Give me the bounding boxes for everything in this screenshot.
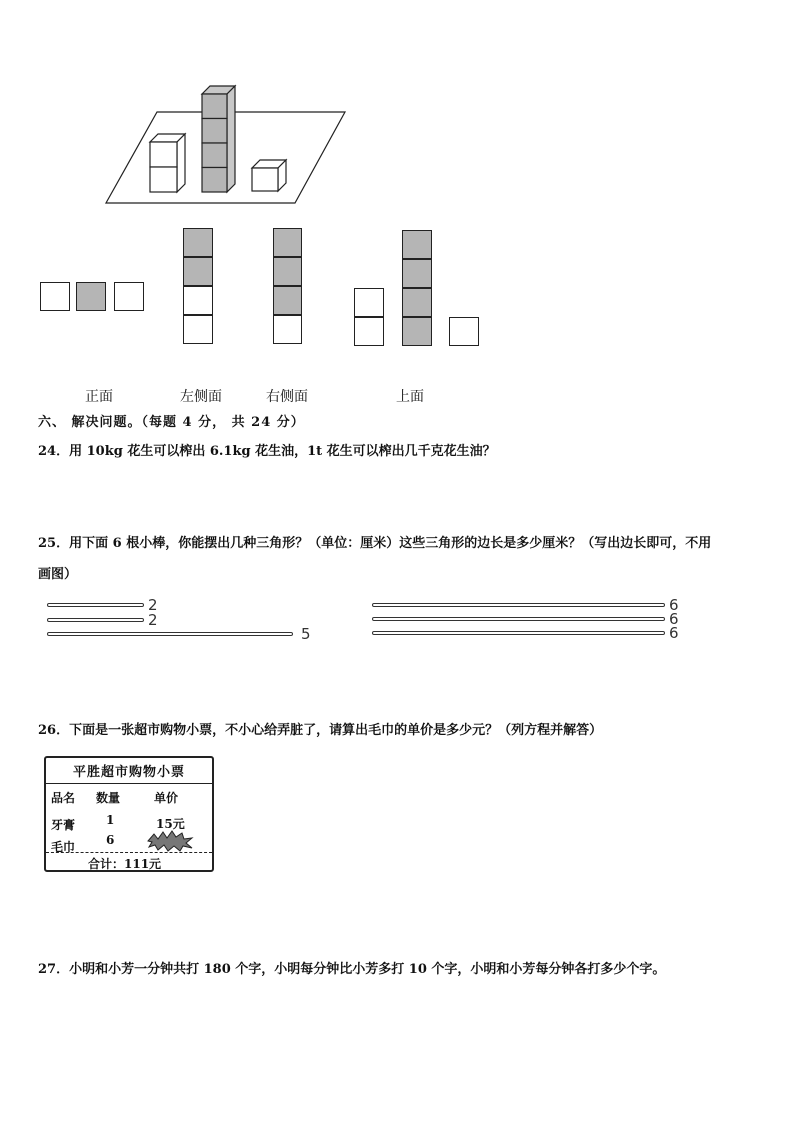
receipt-total: 合计：111元 <box>88 857 162 871</box>
receipt-row-name: 牙膏 <box>51 818 76 832</box>
left-view-square <box>183 257 213 286</box>
stick-length-label: 6 <box>669 610 679 628</box>
stick <box>372 631 665 635</box>
left-view-label: 左侧面 <box>180 389 222 405</box>
front-view-label: 正面 <box>85 389 113 405</box>
right-view-square <box>273 286 302 315</box>
smudge-stain-icon <box>146 830 194 852</box>
top-view-square <box>449 317 479 346</box>
section-title: 六、 解决问题。（每题 4 分， 共 24 分） <box>38 415 305 430</box>
stick <box>47 603 144 607</box>
left-view-square <box>183 228 213 257</box>
question-24: 24．用 10kg 花生可以榨出 6.1kg 花生油，1t 花生可以榨出几千克花生油？ <box>38 444 496 459</box>
stick <box>372 603 665 607</box>
right-view-square <box>273 257 302 286</box>
receipt-header-name: 品名 <box>51 791 76 805</box>
receipt-header-price: 单价 <box>154 791 179 805</box>
stick-length-label: 2 <box>148 596 158 614</box>
front-view-square <box>76 282 106 311</box>
top-view-label: 上面 <box>396 389 424 405</box>
top-view-square <box>354 317 384 346</box>
receipt-row-qty: 6 <box>106 833 115 847</box>
top-view-square <box>402 230 432 259</box>
stick-length-label: 6 <box>669 624 679 642</box>
right-view-square <box>273 228 302 257</box>
top-view-square <box>354 288 384 317</box>
stick <box>372 617 665 621</box>
cube-stack-illustration <box>100 80 360 210</box>
right-view-label: 右侧面 <box>266 389 308 405</box>
receipt-row-qty: 1 <box>106 813 115 827</box>
receipt-title: 平胜超市购物小票 <box>72 765 185 780</box>
stick-length-label: 6 <box>669 596 679 614</box>
top-view-square <box>402 288 432 317</box>
receipt-divider <box>46 783 212 784</box>
question-27: 27．小明和小芳一分钟共打 180 个字，小明每分钟比小芳多打 10 个字，小明和小芳每分钟各打多少个字。 <box>38 962 666 977</box>
left-view-square <box>183 315 213 344</box>
question-25-line2: 画图） <box>38 567 78 582</box>
front-view-square <box>114 282 144 311</box>
middle-cube-stack <box>202 86 235 192</box>
stick <box>47 618 144 622</box>
receipt-row-price: 15元 <box>156 817 185 831</box>
front-view-square <box>40 282 70 311</box>
left-view-square <box>183 286 213 315</box>
receipt-header-qty: 数量 <box>96 791 121 805</box>
shopping-receipt <box>44 756 214 872</box>
right-cube <box>252 160 286 191</box>
top-view-square <box>402 317 432 346</box>
left-cube-stack <box>150 134 185 192</box>
stick-length-label: 2 <box>148 611 158 629</box>
question-25-line1: 25．用下面 6 根小棒，你能摆出几种三角形？（单位：厘米）这些三角形的边长是多少厘米？（写出边长即可，不用 <box>38 536 712 551</box>
stick <box>47 632 293 636</box>
question-26: 26．下面是一张超市购物小票，不小心给弄脏了，请算出毛巾的单价是多少元？（列方程并解答） <box>38 723 603 738</box>
right-view-square <box>273 315 302 344</box>
top-view-square <box>402 259 432 288</box>
stick-length-label: 5 <box>301 625 311 643</box>
receipt-dashed-divider <box>46 852 212 853</box>
receipt-row-name: 毛巾 <box>51 840 76 854</box>
